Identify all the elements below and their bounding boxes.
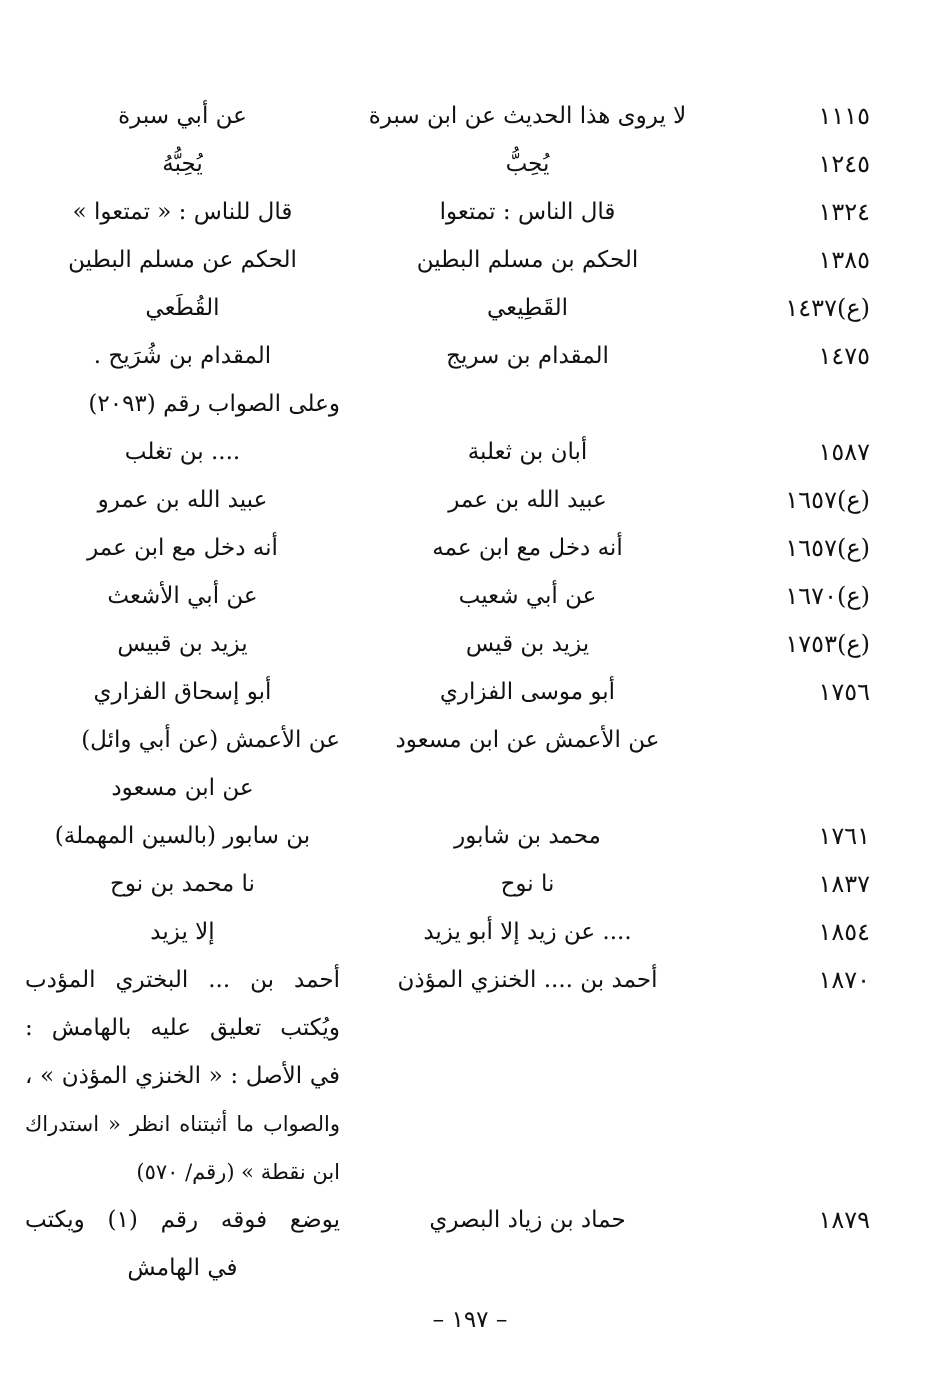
correction-text: القُطَعي: [145, 295, 220, 321]
entry-number: ١٧٦١: [818, 822, 870, 850]
correction-text: يوضع فوقه رقم (١) ويكتب: [25, 1207, 340, 1233]
original-text: المقدام بن سريج: [446, 343, 609, 369]
original-text: حماد بن زياد البصري: [429, 1207, 626, 1233]
correction-text: ويُكتب تعليق عليه بالهامش :: [25, 1015, 340, 1041]
table-row: [0, 236, 940, 284]
table-row: [0, 332, 940, 380]
correction-text: أنه دخل مع ابن عمر: [87, 535, 278, 561]
table-row: [0, 92, 940, 140]
correction-text: عبيد الله بن عمرو: [97, 487, 268, 513]
correction-text: عن الأعمش (عن أبي وائل): [81, 727, 340, 753]
table-row: [0, 764, 940, 812]
entry-number: ١٨٧٩: [818, 1206, 870, 1234]
correction-text: أبو إسحاق الفزاري: [93, 679, 272, 705]
original-text: محمد بن شابور: [454, 823, 601, 849]
original-text: أبان بن ثعلبة: [467, 439, 588, 465]
original-text: نا نوح: [500, 871, 555, 897]
table-row: [0, 668, 940, 716]
table-row: [0, 1004, 940, 1052]
table-row: [0, 140, 940, 188]
table-row: [0, 428, 940, 476]
original-text: لا يروى هذا الحديث عن ابن سبرة: [368, 103, 687, 129]
original-text: عن الأعمش عن ابن مسعود: [395, 727, 660, 753]
correction-text: والصواب ما أثبتناه انظر « استدراك: [25, 1112, 340, 1136]
table-row: [0, 188, 940, 236]
entry-number: ١٥٨٧: [818, 438, 870, 466]
correction-text: ابن نقطة » (رقم/ ٥٧٠): [136, 1160, 340, 1184]
original-text: أحمد بن .... الخنزي المؤذن: [397, 967, 658, 993]
entry-number: ١١١٥: [818, 102, 870, 130]
correction-text: في الهامش: [127, 1255, 238, 1281]
entry-number: (ع)١٤٣٧: [785, 294, 870, 322]
correction-text: يزيد بن قبيس: [117, 631, 248, 657]
entry-number: (ع)١٧٥٣: [785, 630, 870, 658]
table-row: [0, 572, 940, 620]
entry-number: ١٧٥٦: [818, 678, 870, 706]
correction-text: بن سابور (بالسين المهملة): [54, 823, 311, 849]
correction-text: عن أبي الأشعث: [107, 583, 258, 609]
table-row: [0, 1100, 940, 1148]
original-text: عبيد الله بن عمر: [448, 487, 607, 513]
entry-number: (ع)١٦٧٠: [785, 582, 870, 610]
table-row: [0, 284, 940, 332]
page-number: – ١٩٧ –: [432, 1307, 508, 1333]
correction-text: المقدام بن شُرَيح .: [93, 343, 272, 369]
correction-text: يُحِبُّهُ: [162, 151, 203, 177]
table-row: [0, 620, 940, 668]
table-row: [0, 812, 940, 860]
original-text: أنه دخل مع ابن عمه: [432, 535, 623, 561]
correction-text: عن أبي سبرة: [118, 103, 247, 129]
original-text: أبو موسى الفزاري: [439, 679, 616, 705]
original-text: يُحِبُّ: [505, 151, 550, 177]
correction-text: قال للناس : « تمتعوا »: [72, 199, 293, 225]
original-text: الحكم بن مسلم البطين: [416, 247, 639, 273]
table-row: [0, 1196, 940, 1244]
table-row: [0, 1148, 940, 1196]
table-row: [0, 716, 940, 764]
table-row: [0, 1244, 940, 1292]
original-text: يزيد بن قيس: [465, 631, 590, 657]
entry-number: ١٣٨٥: [818, 246, 870, 274]
table-row: [0, 908, 940, 956]
correction-text: أحمد بن ... البختري المؤدب: [25, 967, 340, 993]
original-text: قال الناس : تمتعوا: [439, 199, 616, 225]
entry-number: ١٢٤٥: [818, 150, 870, 178]
table-row: [0, 380, 940, 428]
entry-number: ١٤٧٥: [818, 342, 870, 370]
entry-number: (ع)١٦٥٧: [785, 534, 870, 562]
table-row: [0, 860, 940, 908]
entry-number: ١٨٧٠: [818, 966, 870, 994]
entry-number: ١٨٥٤: [818, 918, 870, 946]
correction-text: نا محمد بن نوح: [110, 871, 255, 897]
correction-text: في الأصل : « الخنزي المؤذن » ،: [25, 1063, 340, 1089]
correction-text: الحكم عن مسلم البطين: [68, 247, 297, 273]
correction-text: إلا يزيد: [150, 919, 215, 945]
table-row: [0, 524, 940, 572]
entry-number: ١٣٢٤: [818, 198, 870, 226]
entry-number: (ع)١٦٥٧: [785, 486, 870, 514]
correction-text: وعلى الصواب رقم (٢٠٩٣): [88, 391, 340, 417]
original-text: القَطِيعي: [486, 295, 569, 321]
original-text: .... عن زيد إلا أبو يزيد: [423, 919, 632, 945]
entry-number: ١٨٣٧: [818, 870, 870, 898]
table-row: [0, 1052, 940, 1100]
correction-text: .... بن تغلب: [124, 439, 241, 465]
original-text: عن أبي شعيب: [458, 583, 597, 609]
correction-text: عن ابن مسعود: [111, 775, 254, 801]
table-row: [0, 956, 940, 1004]
table-row: [0, 476, 940, 524]
